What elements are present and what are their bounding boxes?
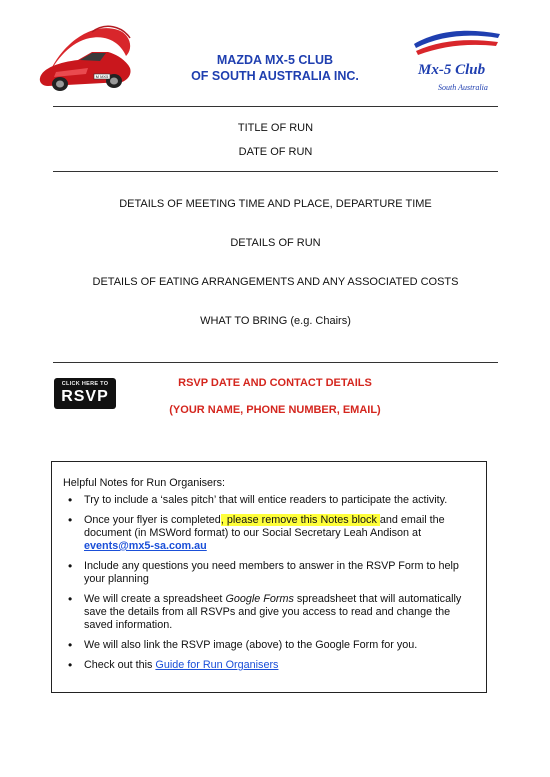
club-title xyxy=(150,52,400,84)
rsvp-button-label: RSVP xyxy=(61,388,109,405)
rsvp-button-small-label: CLICK HERE TO xyxy=(61,381,109,387)
what-to-bring: WHAT TO BRING (e.g. Chairs) xyxy=(200,315,351,327)
note-item-2-post: and email the document (in MSWord format) to our Social Secretary Leah Andison at xyxy=(84,514,445,539)
note-item-2-pre: Once your flyer is completed xyxy=(84,514,221,526)
rsvp-name-phone-email: (YOUR NAME, PHONE NUMBER, EMAIL) xyxy=(169,404,381,416)
note-item xyxy=(63,639,476,652)
divider-middle xyxy=(53,171,498,172)
note-item-4-italic: Google Forms xyxy=(225,593,294,605)
guide-link[interactable]: Guide for Run Organisers xyxy=(155,659,279,671)
note-item-4-post: spreadsheet that will automatically save the details from all RSVPs and give you access to read and change the saved information. xyxy=(84,593,462,631)
note-item-4-pre: We will create a spreadsheet xyxy=(84,593,226,605)
mx5-club-logo xyxy=(408,24,504,100)
run-details: DETAILS OF RUN xyxy=(230,237,321,249)
notes-heading: Helpful Notes for Run Organisers: xyxy=(63,477,226,489)
divider-bottom xyxy=(53,362,498,363)
logo-main-text: Mx-5 Club xyxy=(418,62,486,78)
note-item xyxy=(63,494,476,507)
run-date: DATE OF RUN xyxy=(238,146,313,158)
car-plate: M MX5 xyxy=(95,74,109,79)
note-item-1-text: Try to include a ‘sales pitch’ that will entice readers to participate the activity. xyxy=(84,494,448,506)
note-item-2-highlight: , please remove this Notes block xyxy=(220,514,380,526)
car-logo-icon xyxy=(30,16,140,101)
events-email-link[interactable]: events@mx5-sa.com.au xyxy=(84,540,207,552)
note-item xyxy=(63,593,476,632)
note-item xyxy=(63,560,476,586)
divider-top xyxy=(53,106,498,107)
club-title-line1: MAZDA MX-5 CLUB xyxy=(216,53,334,67)
notes-block xyxy=(51,461,487,693)
note-item xyxy=(63,514,476,553)
meeting-details: DETAILS OF MEETING TIME AND PLACE, DEPARTURE TIME xyxy=(119,198,432,210)
run-title: TITLE OF RUN xyxy=(237,122,314,134)
logo-sub-text: South Australia xyxy=(438,83,488,92)
note-item-5-text: We will also link the RSVP image (above) to the Google Form for you. xyxy=(84,639,418,651)
note-item xyxy=(63,659,476,672)
rsvp-date-contact: RSVP DATE AND CONTACT DETAILS xyxy=(178,377,372,389)
note-item-6-pre: Check out this xyxy=(84,659,156,671)
notes-list xyxy=(63,494,476,672)
note-item-3-text: Include any questions you need members to answer in the RSVP Form to help your planning xyxy=(84,560,459,585)
rsvp-button[interactable] xyxy=(54,378,116,409)
club-title-line2: OF SOUTH AUSTRALIA INC. xyxy=(191,69,359,83)
eating-details: DETAILS OF EATING ARRANGEMENTS AND ANY ASSOCIATED COSTS xyxy=(92,276,459,288)
